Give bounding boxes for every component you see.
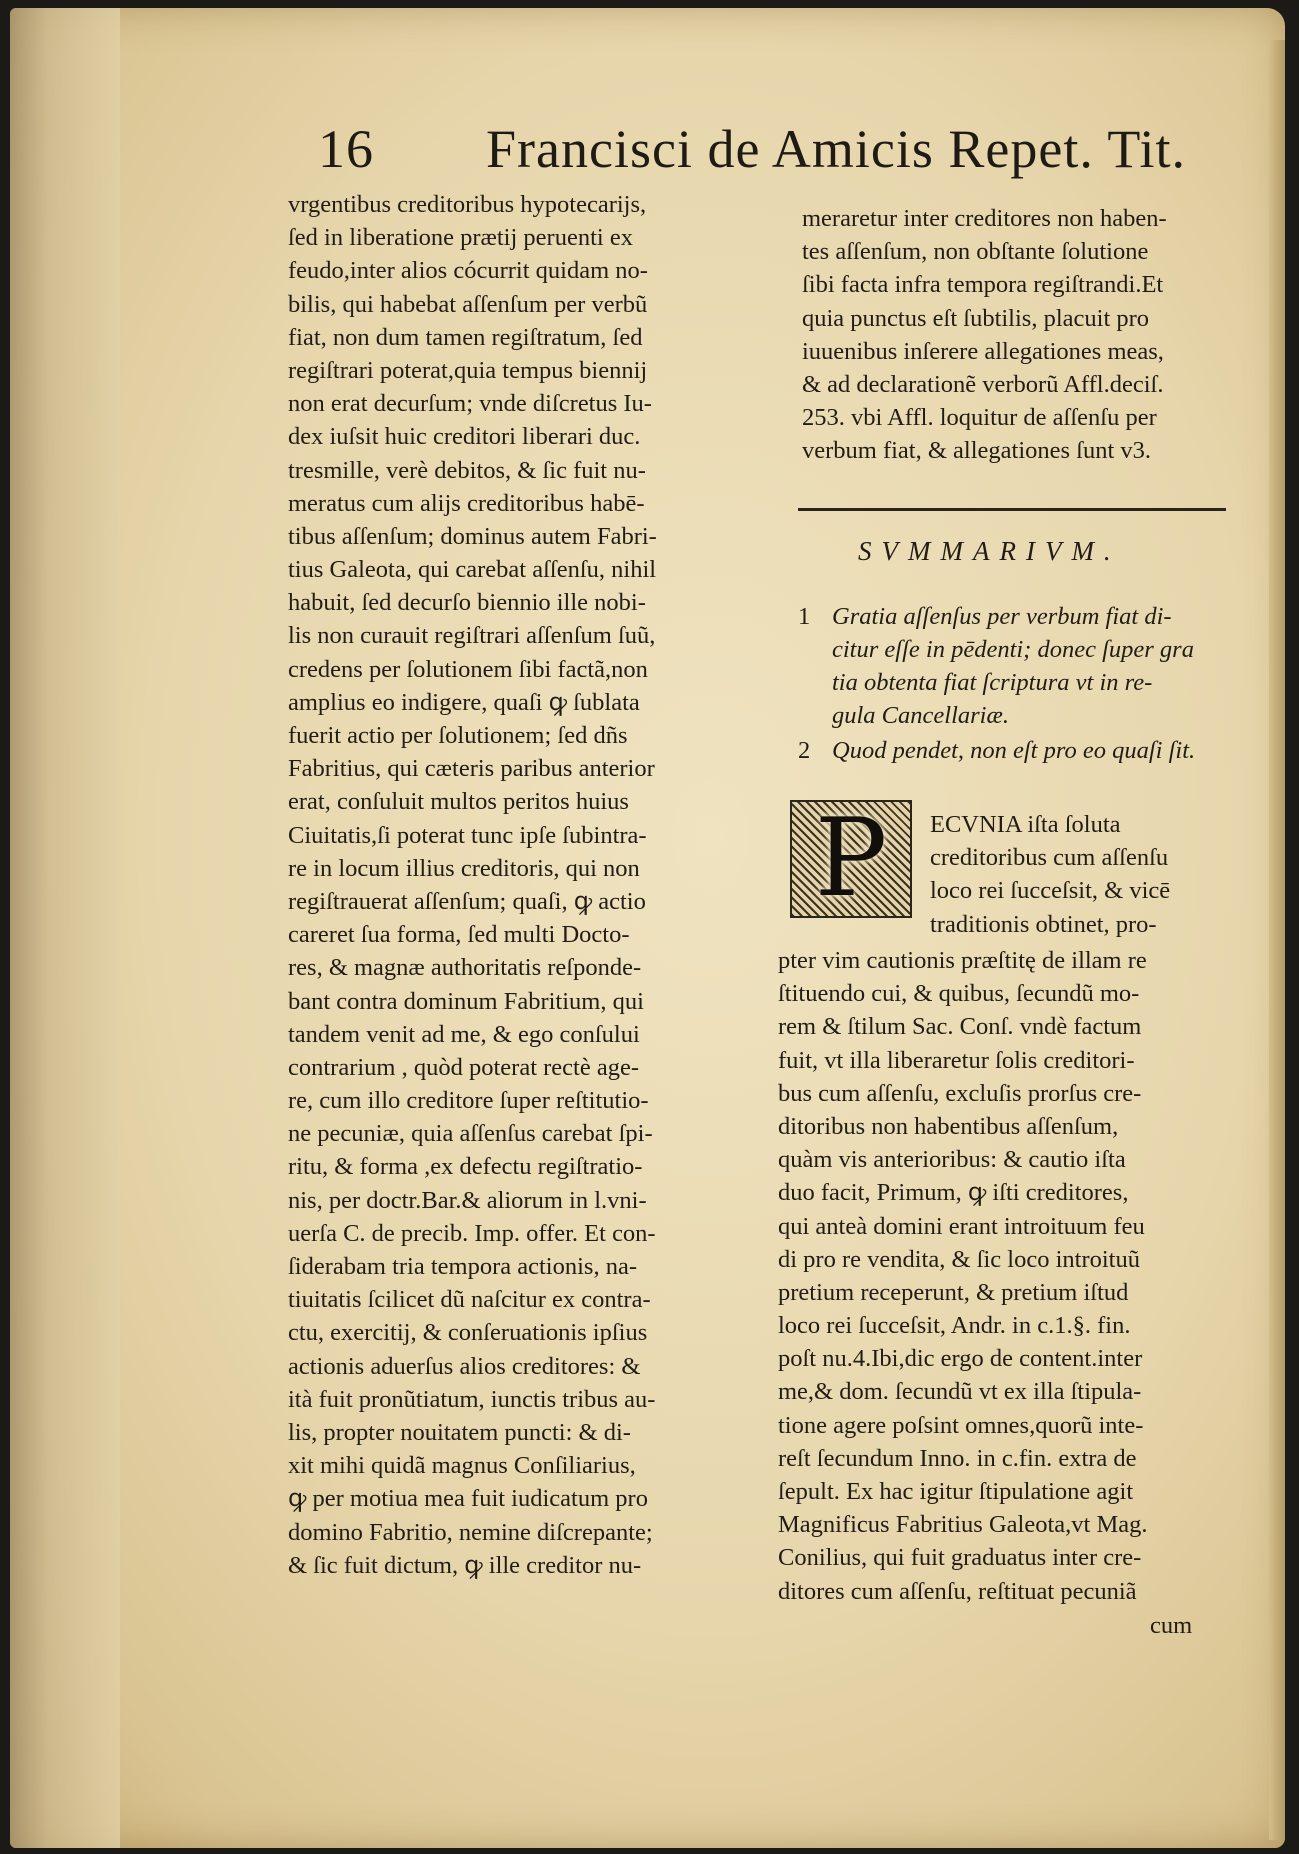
main-text-body	[778, 944, 1220, 1608]
initial-letter: P	[814, 796, 888, 921]
text-line: duo facit, Primum, ꝙ iſti creditores,	[778, 1179, 1129, 1207]
text-line: domino Fabritio, nemine diſcrepante;	[288, 1518, 653, 1546]
main-text-first-lines	[930, 808, 1230, 941]
text-line: vrgentibus creditoribus hypotecarijs,	[288, 191, 647, 218]
text-line: non erat decurſum; vnde diſcretus Iu-	[288, 390, 652, 418]
text-line: ditoribus non habentibus aſſenſum,	[778, 1112, 1119, 1140]
text-line: qui anteà domini erant introituum feu	[778, 1212, 1145, 1240]
text-line: habuit, ſed decurſo biennio ille nobi-	[288, 589, 646, 617]
summarium-item-line: Gratia aſſenſus per verbum fiat di-	[832, 603, 1172, 630]
text-line: & ſic fuit dictum, ꝙ ille creditor nu-	[288, 1551, 642, 1579]
text-line: ritu, & forma ,ex defectu regiſtratio-	[288, 1153, 643, 1181]
text-line: ità fuit pronũtiatum, iunctis tribus au-	[288, 1385, 656, 1413]
text-line: re, cum illo creditore ſuper reſtitutio-	[288, 1087, 649, 1115]
text-line: loco rei ſucceſsit, & vicē	[930, 877, 1171, 905]
summarium-title: SVMMARIVM.	[858, 536, 1121, 566]
text-line: me,& dom. ſecundũ vt ex illa ſtipula-	[778, 1378, 1142, 1406]
text-line: lis non curauit regiſtrari aſſenſum ſuũ,	[288, 622, 656, 650]
text-line: lis, propter nouitatem puncti: & di-	[288, 1418, 631, 1446]
text-line: ECVNIA iſta ſoluta	[930, 811, 1121, 838]
text-line: dex iuſsit huic creditori liberari duc.	[288, 423, 641, 451]
text-line: fuerit actio per ſolutionem; ſed dñs	[288, 722, 628, 749]
text-line: Fabritius, qui cæteris paribus anterior	[288, 755, 655, 783]
text-line: loco rei ſucceſsit, Andr. in c.1.§. fin.	[778, 1312, 1131, 1340]
text-line: bus cum aſſenſu, excluſis prorſus cre-	[778, 1079, 1142, 1107]
text-line: ctu, exercitij, & conſeruationis ipſius	[288, 1319, 648, 1347]
text-line: pter vim cautionis præſtitę de illam re	[778, 947, 1147, 974]
text-line: meraretur inter creditores non haben-	[802, 205, 1167, 232]
text-line: tius Galeota, qui carebat aſſenſu, nihil	[288, 556, 657, 584]
page-left-edge	[10, 8, 120, 1848]
text-line: credens per ſolutionem ſibi factã,non	[288, 655, 648, 683]
summarium-list	[798, 600, 1238, 769]
text-line: tibus aſſenſum; dominus autem Fabri-	[288, 522, 657, 550]
page-right-edge	[1269, 40, 1285, 1840]
text-line: & ad declarationẽ verborũ Affl.deciſ.	[802, 370, 1164, 398]
text-line: contrarium , quòd poterat rectè age-	[288, 1053, 640, 1081]
text-line: ſepult. Ex hac igitur ſtipulatione agit	[778, 1478, 1134, 1505]
text-line: re in locum illius creditoris, qui non	[288, 854, 640, 882]
text-line: quàm vis anterioribus: & cautio iſta	[778, 1146, 1126, 1174]
text-line: tes aſſenſum, non obſtante ſolutione	[802, 238, 1149, 266]
right-column-top	[802, 202, 1242, 468]
text-line: fuit, vt illa liberaretur ſolis creditori-	[778, 1046, 1135, 1074]
text-line: erat, conſuluit multos peritos huius	[288, 788, 629, 816]
text-line: meratus cum alijs creditoribus habē-	[288, 489, 645, 517]
text-line: ditores cum aſſenſu, reſtituat pecuniã	[778, 1577, 1137, 1605]
summarium-item	[798, 734, 1238, 767]
text-line: iuuenibus inſerere allegationes meas,	[802, 337, 1164, 365]
text-line: Conilius, qui fuit graduatus inter cre-	[778, 1544, 1142, 1572]
text-line: reſt ſecundum Inno. in c.fin. extra de	[778, 1444, 1137, 1472]
summarium-item-line: citur eſſe in pēdenti; donec ſuper gra	[832, 636, 1194, 663]
catchword: cum	[1150, 1612, 1193, 1639]
text-line: nis, per doctr.Bar.& aliorum in l.vni-	[288, 1186, 647, 1214]
text-line: res, & magnæ authoritatis reſponde-	[288, 954, 642, 982]
text-line: 253. vbi Affl. loquitur de aſſenſu per	[802, 404, 1157, 432]
text-line: ſiderabam tria tempora actionis, na-	[288, 1253, 637, 1280]
page-number: 16	[318, 119, 374, 179]
text-line: careret ſua forma, ſed multi Docto-	[288, 921, 630, 949]
text-line: xit mihi quidã magnus Conſiliarius,	[288, 1452, 636, 1480]
running-title: Francisci de Amicis Repet. Tit.	[486, 119, 1186, 179]
text-line: ſtituendo cui, & quibus, ſecundũ mo-	[778, 980, 1140, 1008]
summarium-item-line: tia obtenta fiat ſcriptura vt in re-	[832, 669, 1153, 696]
text-line: tandem venit ad me, & ego conſului	[288, 1020, 640, 1048]
text-line: ꝙ per motiua mea fuit iudicatum pro	[288, 1485, 648, 1513]
text-line: bant contra dominum Fabritium, qui	[288, 987, 644, 1015]
text-line: tiuitatis ſcilicet dũ naſcitur ex contra-	[288, 1286, 651, 1314]
text-line: rem & ſtilum Sac. Conſ. vndè factum	[778, 1013, 1142, 1041]
text-line: uerſa C. de precib. Imp. offer. Et con-	[288, 1219, 656, 1247]
summarium-item-line: gula Cancellariæ.	[832, 702, 1009, 729]
left-column	[288, 188, 758, 1582]
text-line: tione agere poſsint omnes,quorũ inte-	[778, 1411, 1144, 1439]
section-rule	[798, 508, 1226, 511]
text-line: amplius eo indigere, quaſi ꝙ ſublata	[288, 688, 640, 716]
text-line: fiat, non dum tamen regiſtratum, ſed	[288, 323, 643, 351]
summarium-item	[798, 600, 1238, 732]
text-line: quia punctus eſt ſubtilis, placuit pro	[802, 304, 1150, 332]
text-line: regiſtrari poterat,quia tempus biennij	[288, 356, 648, 384]
text-line: verbum fiat, & allegationes ſunt v3.	[802, 437, 1152, 465]
summarium-item-number: 2	[798, 737, 811, 764]
text-line: poſt nu.4.Ibi,dic ergo de content.inter	[778, 1345, 1143, 1373]
text-line: traditionis obtinet, pro-	[930, 910, 1157, 938]
text-line: pretium receperunt, & pretium iſtud	[778, 1278, 1129, 1306]
text-line: ſibi facta infra tempora regiſtrandi.Et	[802, 271, 1164, 299]
text-line: di pro re vendita, & ſic loco introituũ	[778, 1245, 1140, 1273]
decorated-initial	[790, 796, 912, 921]
text-line: creditoribus cum aſſenſu	[930, 844, 1169, 872]
text-line: regiſtrauerat aſſenſum; quaſi, ꝙ actio	[288, 887, 646, 915]
text-line: ſed in liberatione prætij peruenti ex	[288, 224, 633, 252]
text-line: ne pecuniæ, quia aſſenſus carebat ſpi-	[288, 1120, 653, 1148]
text-line: tresmille, verè debitos, & ſic fuit nu-	[288, 456, 646, 484]
text-line: bilis, qui habebat aſſenſum per verbũ	[288, 290, 648, 318]
text-line: Ciuitatis,ſi poterat tunc ipſe ſubintra-	[288, 821, 647, 849]
text-line: actionis aduerſus alios creditores: &	[288, 1352, 641, 1380]
running-head	[318, 118, 1218, 198]
text-line: Magnificus Fabritius Galeota,vt Mag.	[778, 1511, 1148, 1539]
summarium-item-number: 1	[798, 603, 811, 630]
text-line: feudo,inter alios cócurrit quidam no-	[288, 257, 648, 285]
summarium-item-line: Quod pendet, non eſt pro eo quaſi ſit.	[832, 737, 1196, 764]
